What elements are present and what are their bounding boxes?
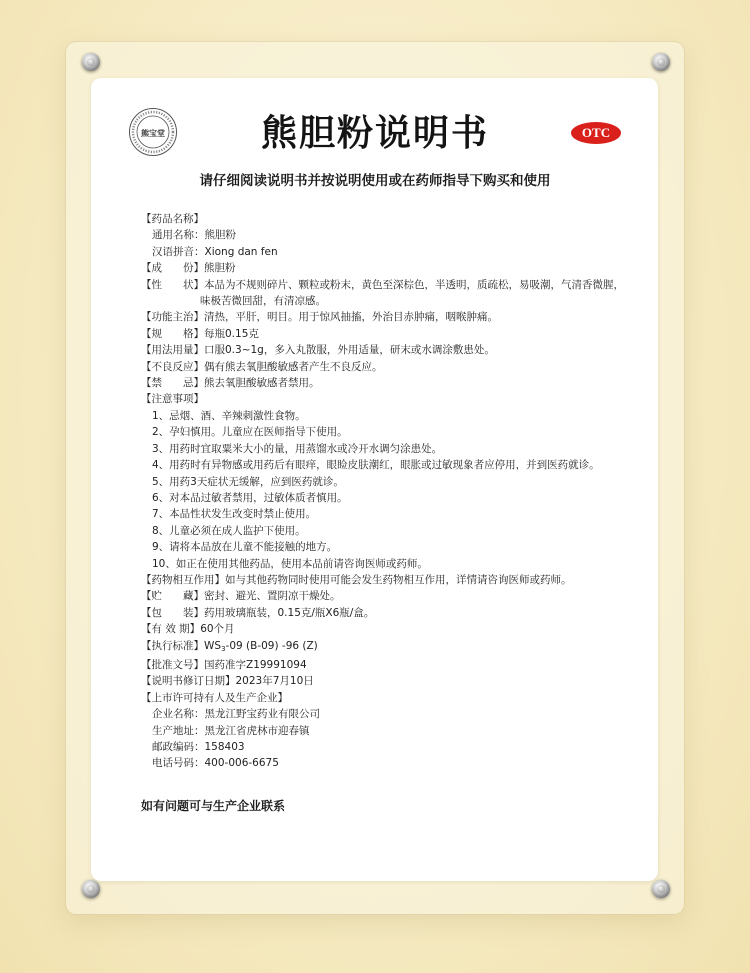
precaution-item: 7、本品性状发生改变时禁止使用。 [152, 508, 317, 521]
logo-text: 熊宝堂 [141, 129, 165, 138]
contact-note: 如有问题可与生产企业联系 [141, 799, 286, 813]
page-title: 熊胆粉说明书 [260, 113, 489, 154]
revision-date-row: 【说明书修订日期】 2023年7月10日 [141, 675, 314, 688]
standard-value: $WS_3-09$ (B-09) -96 (Z) [204, 639, 318, 653]
bottom-right-screw-icon [652, 880, 670, 898]
holder-header: 【上市许可持有人及生产企业】 [141, 691, 288, 704]
standard-row: 【执行标准】 $WS_3-09$ (B-09) -96 (Z) [141, 638, 621, 657]
company-row: 企业名称： 黑龙江野宝药业有限公司 [152, 708, 320, 721]
package-row: 【包 装】 药用玻璃瓶装，0.15克/瓶X6瓶/盒。 [141, 606, 375, 619]
otc-badge: OTC [571, 122, 621, 144]
precaution-item: 6、对本品过敏者禁用，过敏体质者慎用。 [152, 491, 348, 504]
leaflet-content [141, 211, 624, 772]
precaution-item: 8、儿童必须在成人监护下使用。 [152, 524, 306, 537]
precaution-item: 2、孕妇慎用。儿童应在医师指导下使用。 [152, 426, 348, 439]
page-subtitle: 请仔细阅读说明书并按说明使用或在药师指导下购买和使用 [199, 173, 551, 189]
storage-row: 【贮 藏】 密封、避光、置阴凉干燥处。 [141, 590, 341, 603]
address-row: 生产地址： 黑龙江省虎林市迎春镇 [152, 724, 310, 737]
spec-row: 【规 格】 每瓶0.15克 [141, 327, 259, 340]
precaution-item: 5、用药3天症状无缓解，应到医药就诊。 [152, 475, 344, 488]
interaction-row: 【药物相互作用】 如与其他药物同时使用可能会发生药物相互作用，详情请咨询医师或药师。 [141, 573, 572, 586]
properties-row: 【性 状】 本品为不规则碎片、颗粒或粉末，黄色至深棕色，半透明，质疏松，易吸潮，气清香微腥， [141, 278, 624, 291]
drug-name-header: 【药品名称】 [141, 213, 204, 225]
adverse-row: 【不良反应】 偶有熊去氧胆酸敏感者产生不良反应。 [141, 360, 383, 373]
ingredients-row: 【成 份】 熊胆粉 [141, 262, 236, 275]
postal-row: 邮政编码： 158403 [152, 741, 245, 753]
precautions-header: 【注意事项】 [141, 393, 204, 406]
bottom-left-screw-icon [82, 880, 100, 898]
dosage-row: 【用法用量】 口服0.3~1g，多入丸散服，外用适量，研末或水调涂敷患处。 [141, 344, 495, 357]
precaution-item: 10、如正在使用其他药品，使用本品前请咨询医师或药师。 [152, 557, 428, 570]
properties-row-continued: 味极苦微回甜，有清凉感。 [200, 295, 326, 308]
precaution-item: 3、用药时宜取粟米大小的量，用蒸馏水或冷开水调匀涂患处。 [152, 442, 443, 455]
top-left-screw-icon [82, 53, 100, 71]
validity-row: 【有 效 期】 60个月 [141, 623, 235, 636]
pinyin-row: 汉语拼音： Xiong dan fen [152, 245, 278, 258]
indications-row: 【功能主治】 清热，平肝，明目。用于惊风抽搐，外治目赤肿痛，咽喉肿痛。 [141, 311, 498, 324]
contraindications-row: 【禁 忌】 熊去氧胆酸敏感者禁用。 [141, 377, 320, 390]
phone-row: 电话号码： 400-006-6675 [152, 757, 279, 770]
precaution-item: 9、请将本品放在儿童不能接触的地方。 [152, 541, 338, 554]
approval-row: 【批准文号】 国药准字Z19991094 [141, 658, 307, 671]
top-right-screw-icon [652, 53, 670, 71]
precaution-item: 1、忌烟、酒、辛辣刺激性食物。 [152, 409, 306, 422]
precaution-item: 4、用药时有异物感或用药后有眼痒，眼睑皮肤潮红，眼胀或过敏现象者应停用，并到医药就诊。 [152, 459, 600, 472]
generic-name-row: 通用名称： 熊胆粉 [152, 229, 236, 242]
